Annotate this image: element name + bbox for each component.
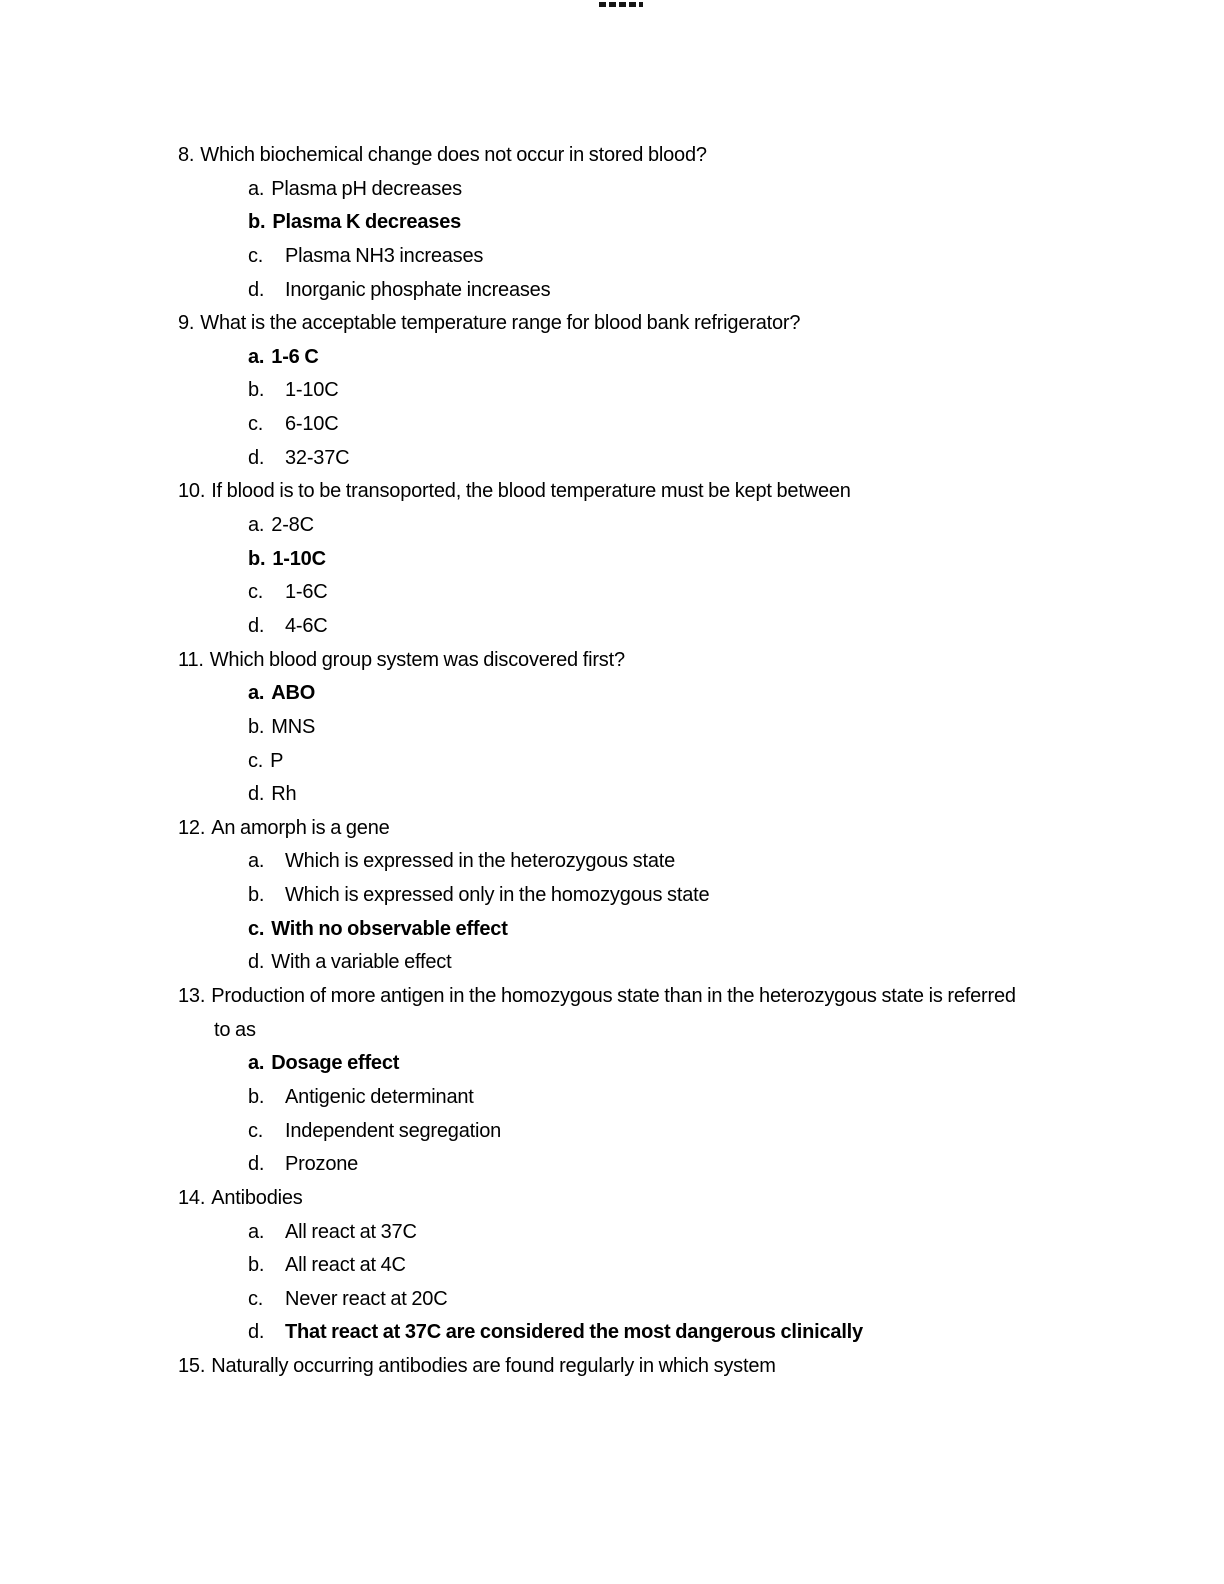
option-label: b.	[248, 379, 265, 402]
option-label: a.	[248, 1052, 265, 1075]
option-row	[178, 778, 1204, 812]
question-line	[178, 475, 1204, 509]
question-line	[178, 980, 1204, 1014]
question-number: 12.	[178, 816, 206, 839]
option-text: With no observable effect	[271, 917, 508, 940]
option-text: Antigenic determinant	[285, 1085, 474, 1108]
option-label: a.	[248, 514, 265, 537]
option-text: 4-6C	[285, 614, 328, 637]
question-continuation: to as	[214, 1018, 256, 1041]
question-text: Antibodies	[211, 1186, 303, 1209]
option-label: d.	[248, 446, 265, 469]
option-text: 2-8C	[271, 514, 314, 537]
question-line	[178, 307, 1204, 341]
question-text: Which biochemical change does not occur in stored blood?	[200, 144, 707, 166]
option-text: MNS	[271, 715, 316, 738]
option-text: With a variable effect	[271, 951, 452, 974]
option-text: 1-6 C	[271, 345, 319, 368]
option-text: Which is expressed in the heterozygous state	[285, 850, 676, 873]
question-block	[178, 644, 1204, 812]
option-row	[178, 879, 1204, 913]
option-text: Rh	[271, 783, 297, 806]
option-label: a.	[248, 345, 265, 368]
option-label: a.	[248, 850, 265, 873]
question-block	[178, 812, 1204, 980]
question-text: Which blood group system was discovered first?	[209, 648, 625, 671]
option-label: b.	[248, 884, 265, 907]
question-block	[178, 1350, 1204, 1384]
option-row	[178, 1115, 1204, 1149]
option-text: Never react at 20C	[285, 1287, 448, 1310]
option-label: d.	[248, 951, 265, 974]
option-text: All react at 37C	[285, 1220, 417, 1243]
question-line	[178, 139, 1204, 173]
question-block	[178, 475, 1204, 643]
question-number: 14.	[178, 1186, 206, 1209]
option-row	[178, 946, 1204, 980]
option-row	[178, 509, 1204, 543]
cropped-text-artifact-icon	[599, 2, 643, 7]
question-text: Naturally occurring antibodies are found regularly in which system	[211, 1355, 776, 1378]
option-row	[178, 1047, 1204, 1081]
option-row	[178, 274, 1204, 308]
question-number: 10.	[178, 480, 206, 503]
option-text: 6-10C	[285, 413, 339, 436]
option-text: 1-6C	[285, 581, 328, 604]
options	[178, 1216, 1204, 1351]
option-label: d.	[248, 1153, 265, 1176]
option-label: a.	[248, 682, 265, 705]
option-row	[178, 745, 1204, 779]
option-row	[178, 442, 1204, 476]
option-label: a.	[248, 177, 265, 200]
option-label: c.	[248, 1119, 264, 1142]
option-label: b.	[248, 547, 266, 570]
question-line	[178, 812, 1204, 846]
option-text: Prozone	[285, 1153, 359, 1176]
question-number: 8.	[178, 144, 195, 166]
options	[178, 845, 1204, 980]
option-row	[178, 341, 1204, 375]
option-row	[178, 1081, 1204, 1115]
option-text: That react at 37C are considered the most dangerous clinically	[285, 1321, 863, 1344]
options	[178, 677, 1204, 812]
option-label: b.	[248, 1085, 265, 1108]
option-label: d.	[248, 783, 265, 806]
question-text: What is the acceptable temperature range for blood bank refrigerator?	[200, 312, 801, 335]
option-text: 1-10C	[285, 379, 339, 402]
option-text: All react at 4C	[285, 1254, 406, 1277]
option-row	[178, 711, 1204, 745]
option-row	[178, 206, 1204, 240]
question-line	[178, 1182, 1204, 1216]
option-row	[178, 576, 1204, 610]
option-row	[178, 1283, 1204, 1317]
option-label: c.	[248, 244, 264, 267]
question-line	[178, 1350, 1204, 1384]
option-text: ABO	[271, 682, 316, 705]
option-text: Plasma pH decreases	[271, 177, 462, 200]
option-row	[178, 374, 1204, 408]
option-text: Plasma NH3 increases	[285, 244, 484, 267]
options	[178, 341, 1204, 476]
option-label: c.	[248, 581, 264, 604]
options	[178, 1047, 1204, 1182]
question-block	[178, 980, 1204, 1182]
option-text: Inorganic phosphate increases	[285, 278, 551, 301]
option-row	[178, 610, 1204, 644]
option-row	[178, 845, 1204, 879]
option-label: b.	[248, 211, 266, 234]
option-label: c.	[248, 917, 265, 940]
question-number: 15.	[178, 1355, 206, 1378]
option-label: d.	[248, 1321, 265, 1344]
option-label: c.	[248, 1287, 264, 1310]
question-number: 9.	[178, 312, 195, 335]
question-text: Production of more antigen in the homozygous state than in the heterozygous state is referred	[211, 985, 1016, 1008]
option-text: Which is expressed only in the homozygous state	[285, 884, 710, 907]
option-text: 32-37C	[285, 446, 350, 469]
option-row	[178, 1216, 1204, 1250]
questions-list	[178, 139, 1204, 1384]
option-label: b.	[248, 1254, 265, 1277]
option-label: b.	[248, 715, 265, 738]
option-row	[178, 1316, 1204, 1350]
option-label: c.	[248, 749, 264, 772]
question-block	[178, 307, 1204, 475]
question-block	[178, 139, 1204, 307]
option-row	[178, 1148, 1204, 1182]
option-text: Independent segregation	[285, 1119, 502, 1142]
option-text: 1-10C	[272, 547, 326, 570]
option-label: d.	[248, 278, 265, 301]
option-label: c.	[248, 413, 264, 436]
option-row	[178, 543, 1204, 577]
option-row	[178, 240, 1204, 274]
option-row	[178, 1249, 1204, 1283]
option-row	[178, 173, 1204, 207]
question-number: 11.	[178, 648, 204, 671]
option-label: a.	[248, 1220, 265, 1243]
question-block	[178, 1182, 1204, 1350]
option-row	[178, 913, 1204, 947]
option-row	[178, 408, 1204, 442]
option-text: Dosage effect	[271, 1052, 400, 1075]
options	[178, 173, 1204, 308]
option-label: d.	[248, 614, 265, 637]
option-text: Plasma K decreases	[272, 211, 462, 234]
options	[178, 509, 1204, 644]
question-text: If blood is to be transoported, the blood temperature must be kept between	[211, 480, 851, 503]
option-text: P	[270, 749, 284, 772]
option-row	[178, 677, 1204, 711]
question-line	[178, 644, 1204, 678]
question-text: An amorph is a gene	[211, 816, 390, 839]
question-number: 13.	[178, 985, 206, 1008]
